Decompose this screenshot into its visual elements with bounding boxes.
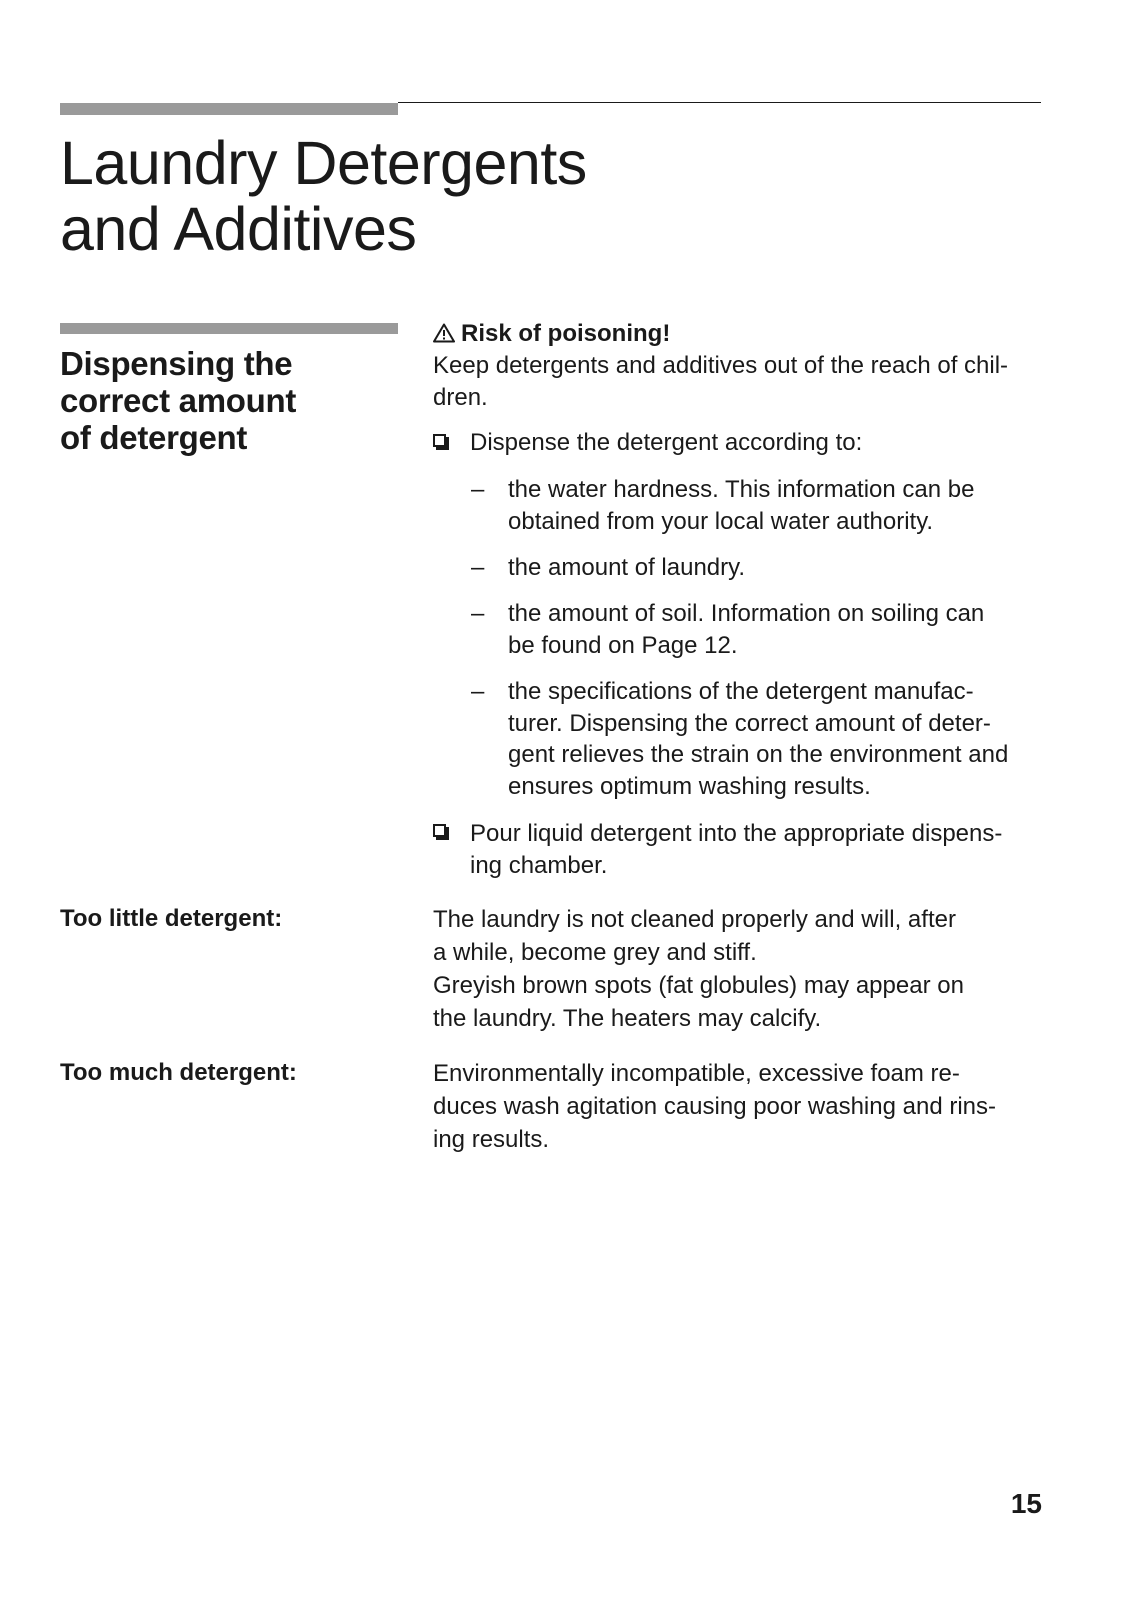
checkbox-icon [433, 434, 446, 447]
too-little-line-4: the laundry. The heaters may calcify. [433, 1005, 822, 1032]
dash-bullet: – [471, 678, 485, 705]
warning-text-line-1: Keep detergents and additives out of the reach of chil- [433, 352, 1009, 379]
too-much-label: Too much detergent: [60, 1059, 297, 1086]
section-title-line-3: of detergent [60, 419, 248, 456]
dash-item-2 [508, 552, 745, 584]
dash-item-3-line-1: the amount of soil. Information on soiling can [508, 600, 985, 627]
dash-item-3-line-2: be found on Page 12. [508, 632, 738, 659]
warning-triangle-icon [433, 323, 455, 343]
too-little-text [433, 903, 964, 1035]
page-title-line-2: and Additives [60, 195, 417, 263]
header-rule [398, 102, 1041, 103]
warning-title: Risk of poisoning! [461, 320, 671, 347]
section-title [60, 345, 296, 456]
dash-item-1-line-1: the water hardness. This information can be [508, 476, 975, 503]
page-title [60, 130, 587, 262]
too-little-line-2: a while, become grey and stiff. [433, 939, 757, 966]
dash-item-1 [508, 474, 974, 538]
dash-bullet: – [471, 476, 485, 503]
warning-text-line-2: dren. [433, 384, 488, 411]
section-gray-bar [60, 323, 398, 334]
dash-item-4-line-3: gent relieves the strain on the environment and [508, 741, 1009, 768]
dash-item-4-line-1: the specifications of the detergent manufac- [508, 678, 974, 705]
dash-item-4-line-4: ensures optimum washing results. [508, 772, 871, 800]
section-title-line-2: correct amount [60, 382, 297, 419]
too-little-line-1: The laundry is not cleaned properly and will, after [433, 906, 956, 933]
checklist-item-1 [470, 427, 862, 459]
dash-item-4-line-2: turer. Dispensing the correct amount of deter- [508, 709, 991, 737]
too-much-line-1: Environmentally incompatible, excessive foam re- [433, 1060, 960, 1087]
checkbox-icon [433, 824, 446, 837]
checklist-item-2-line-2: ing chamber. [470, 852, 608, 879]
too-much-text [433, 1057, 996, 1156]
checklist-item-1-text: Dispense the detergent according to: [470, 429, 863, 456]
checklist-item-2 [470, 818, 1002, 882]
warning-text [433, 350, 1008, 414]
page-number: 15 [1010, 1488, 1042, 1519]
warning-heading [433, 318, 670, 350]
header-gray-bar [60, 103, 398, 115]
too-little-label: Too little detergent: [60, 905, 283, 932]
dash-bullet: – [471, 554, 485, 581]
too-much-line-3: ing results. [433, 1126, 550, 1153]
section-title-line-1: Dispensing the [60, 345, 293, 382]
too-much-line-2: duces wash agitation causing poor washing and rins- [433, 1093, 997, 1120]
dash-item-1-line-2: obtained from your local water authority. [508, 508, 934, 535]
dash-item-4 [508, 676, 1008, 802]
page-title-line-1: Laundry Detergents [60, 129, 587, 197]
dash-item-2-line-1: the amount of laundry. [508, 554, 746, 581]
dash-item-3 [508, 598, 984, 662]
too-little-line-3: Greyish brown spots (fat globules) may appear on [433, 972, 964, 999]
dash-bullet: – [471, 600, 485, 627]
checklist-item-2-line-1: Pour liquid detergent into the appropriate dispens- [470, 820, 1003, 847]
